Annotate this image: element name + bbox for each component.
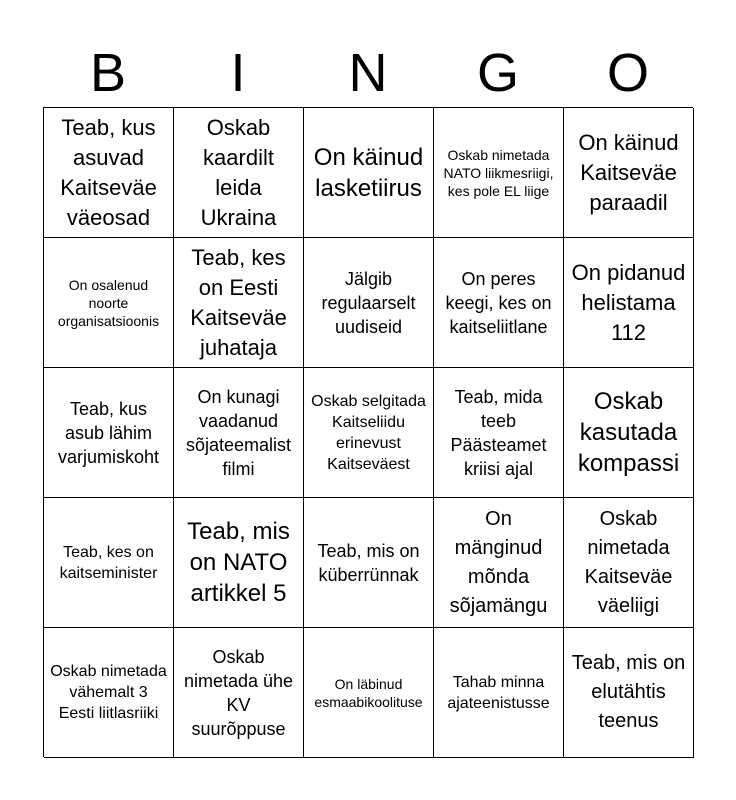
cell-text: Teab, mis on küberrünnak bbox=[317, 540, 420, 585]
header-letter-b: B bbox=[89, 43, 127, 103]
cell-text: Teab, kes on kaitseminister bbox=[59, 543, 158, 582]
bingo-cell[interactable] bbox=[434, 238, 564, 368]
cell-text: Teab, mis on NATO artikkel 5 bbox=[187, 518, 290, 607]
bingo-grid bbox=[43, 107, 693, 757]
cell-text: Teab, kus asub lähim varjumiskoht bbox=[57, 398, 160, 467]
cell-text: Tahab minna ajateenistusse bbox=[447, 673, 550, 712]
bingo-cell[interactable] bbox=[564, 628, 694, 758]
bingo-cell[interactable] bbox=[44, 498, 174, 628]
bingo-cell[interactable] bbox=[44, 108, 174, 238]
cell-text: On osalenud noorte organisatsioonis bbox=[57, 276, 160, 329]
cell-text: Oskab kaardilt leida Ukraina bbox=[200, 114, 277, 230]
header-letter-n: N bbox=[348, 43, 388, 103]
bingo-cell[interactable] bbox=[304, 108, 434, 238]
bingo-cell[interactable] bbox=[564, 108, 694, 238]
bingo-cell[interactable] bbox=[174, 238, 304, 368]
bingo-cell[interactable] bbox=[174, 108, 304, 238]
bingo-cell[interactable] bbox=[44, 238, 174, 368]
bingo-cell[interactable] bbox=[174, 368, 304, 498]
cell-text: On käinud lasketiirus bbox=[313, 143, 424, 202]
cell-text: Oskab nimetada Kaitseväe väeliigi bbox=[584, 507, 673, 617]
bingo-cell[interactable] bbox=[564, 498, 694, 628]
bingo-cell[interactable] bbox=[44, 628, 174, 758]
cell-text: Teab, kus asuvad Kaitseväe väeosad bbox=[60, 114, 157, 230]
cell-text: On läbinud esmaabikoolituse bbox=[314, 675, 423, 710]
cell-text: On käinud Kaitseväe paraadil bbox=[578, 129, 679, 215]
cell-text: Jälgib regulaarselt uudiseid bbox=[321, 268, 416, 337]
cell-text: Oskab kasutada kompassi bbox=[577, 388, 680, 477]
cell-text: On kunagi vaadanud sõjateemalist filmi bbox=[185, 386, 292, 479]
bingo-cell[interactable] bbox=[564, 238, 694, 368]
cell-text: On pidanud helistama 112 bbox=[571, 259, 686, 345]
bingo-cell[interactable] bbox=[564, 368, 694, 498]
cell-text: On peres keegi, kes on kaitseliitlane bbox=[445, 268, 552, 337]
bingo-cell[interactable] bbox=[304, 628, 434, 758]
bingo-cell[interactable] bbox=[434, 498, 564, 628]
cell-text: Oskab nimetada vähemalt 3 Eesti liitlasriiki bbox=[50, 663, 167, 722]
bingo-header bbox=[43, 40, 693, 106]
bingo-cell[interactable] bbox=[174, 628, 304, 758]
header-letter-g: G bbox=[476, 43, 519, 103]
cell-text: Teab, mida teeb Päästeamet kriisi ajal bbox=[450, 386, 547, 479]
cell-text: Oskab selgitada Kaitseliidu erinevust Kaitseväest bbox=[311, 392, 426, 473]
bingo-cell[interactable] bbox=[304, 498, 434, 628]
cell-text: Oskab nimetada NATO liikmesriigi, kes pole EL liige bbox=[443, 146, 554, 199]
bingo-cell[interactable] bbox=[434, 368, 564, 498]
cell-text: On mänginud mõnda sõjamängu bbox=[449, 507, 548, 617]
cell-text: Teab, mis on elutähtis teenus bbox=[571, 652, 686, 732]
header-letter-o: O bbox=[606, 43, 649, 103]
cell-text: Teab, kes on Eesti Kaitseväe juhataja bbox=[190, 244, 287, 360]
bingo-cell[interactable] bbox=[434, 628, 564, 758]
bingo-cell[interactable] bbox=[434, 108, 564, 238]
cell-text: Oskab nimetada ühe KV suurõppuse bbox=[183, 646, 294, 739]
bingo-cell[interactable] bbox=[304, 238, 434, 368]
bingo-cell[interactable] bbox=[304, 368, 434, 498]
bingo-cell[interactable] bbox=[44, 368, 174, 498]
header-letter-i: I bbox=[230, 43, 246, 103]
bingo-cell[interactable] bbox=[174, 498, 304, 628]
